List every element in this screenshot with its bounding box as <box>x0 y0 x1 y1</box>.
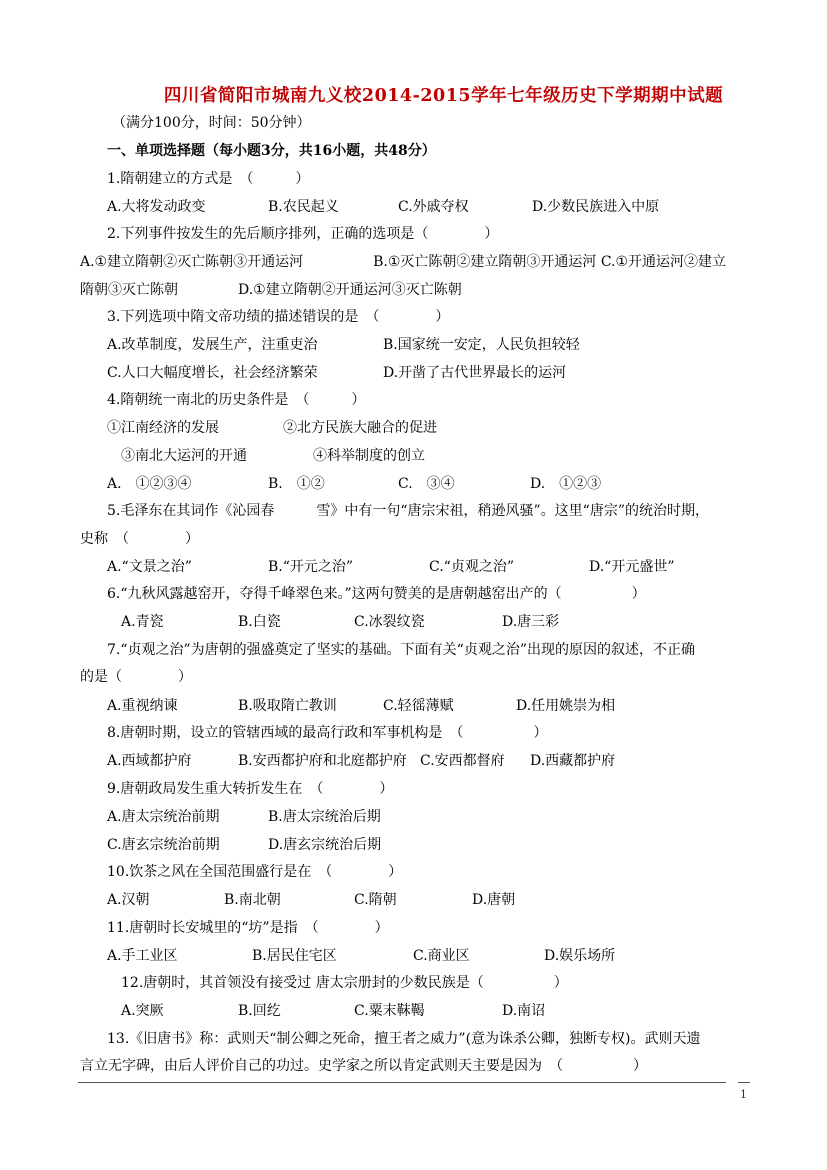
question-4-option-d: D. ①②③ <box>530 476 602 492</box>
question-11-option-c: C.商业区 <box>413 948 470 964</box>
question-8-option-a: A.西域都护府 <box>107 753 192 769</box>
question-7-stem-line1: 7.“贞观之治”为唐朝的强盛奠定了坚实的基础。下面有关“贞观之治”出现的原因的叙述，不正确 <box>107 642 695 658</box>
question-10-stem: 10.饮茶之风在全国范围盛行是在 （ ） <box>107 864 403 880</box>
section-heading: 一、单项选择题（每小题3分，共16小题，共48分） <box>107 143 436 159</box>
question-5-option-d: D.“开元盛世” <box>589 559 675 575</box>
question-7-option-a: A.重视纳谏 <box>107 698 178 714</box>
question-4-option-c: C. ③④ <box>398 476 455 492</box>
question-4-stem: 4.隋朝统一南北的历史条件是 （ ） <box>107 392 366 408</box>
question-11-option-a: A.手工业区 <box>107 948 178 964</box>
question-4-item-1: ①江南经济的发展 <box>107 420 219 436</box>
question-2-stem: 2.下列事件按发生的先后顺序排列，正确的选项是（ ） <box>107 226 499 242</box>
question-2-option-d: D.①建立隋朝②开通运河③灭亡陈朝 <box>238 282 462 298</box>
question-1-option-d: D.少数民族进入中原 <box>532 199 660 215</box>
question-5-option-b: B.“开元之治” <box>268 559 354 575</box>
question-10-option-b: B.南北朝 <box>224 892 281 908</box>
question-12-option-b: B.回纥 <box>238 1003 281 1019</box>
question-2-options-line1: A.①建立隋朝②灭亡陈朝③开通运河 B.①灭亡陈朝②建立隋朝③开通运河 C.①开通运河②建立 <box>80 254 727 270</box>
question-7-stem-line2: 的是（ ） <box>80 669 192 685</box>
question-1-stem: 1.隋朝建立的方式是 （ ） <box>107 171 310 187</box>
question-1-option-b: B.农民起义 <box>268 199 339 215</box>
question-6-stem: 6.“九秋风露越窑开，夺得千峰翠色来。”这两句赞美的是唐朝越窑出产的（ ） <box>107 586 646 602</box>
question-5-stem-line1: 5.毛泽东在其词作《沁园春 雪》中有一句“唐宗宋祖，稍逊风骚”。这里“唐宗”的统治时期， <box>107 503 709 519</box>
question-11-stem: 11.唐朝时长安城里的“坊”是指 （ ） <box>107 920 389 936</box>
question-7-option-b: B.吸取隋亡教训 <box>238 698 337 714</box>
question-6-option-b: B.白瓷 <box>238 614 281 630</box>
question-11-option-b: B.居民住宅区 <box>252 948 337 964</box>
question-12-option-d: D.南诏 <box>502 1003 546 1019</box>
question-3-option-b: B.国家统一安定，人民负担较轻 <box>383 337 580 353</box>
question-9-option-b: B.唐太宗统治后期 <box>268 809 381 825</box>
question-6-option-a: A.青瓷 <box>121 614 164 630</box>
question-5-option-c: C.“贞观之治” <box>429 559 514 575</box>
question-2-options-line2: 隋朝③灭亡陈朝 <box>80 282 178 298</box>
page-number-rule <box>738 1082 750 1083</box>
question-8-option-b: B.安西都护府和北庭都护府 <box>238 753 407 769</box>
question-9-option-d: D.唐玄宗统治后期 <box>268 837 382 853</box>
question-10-option-a: A.汉朝 <box>107 892 150 908</box>
question-9-option-c: C.唐玄宗统治前期 <box>107 837 220 853</box>
question-3-option-d: D.开凿了古代世界最长的运河 <box>383 365 567 381</box>
question-6-option-d: D.唐三彩 <box>502 614 560 630</box>
page-number: 1 <box>740 1088 747 1101</box>
question-12-stem: 12.唐朝时，其首领没有接受过 唐太宗册封的少数民族是（ ） <box>121 975 568 991</box>
question-13-stem-line1: 13.《旧唐书》称：武则天“制公卿之死命，擅王者之威力”(意为诛杀公卿，独断专权)。武则天遗 <box>107 1031 701 1047</box>
question-1-option-c: C.外戚夺权 <box>398 199 469 215</box>
question-12-option-c: C.粟末靺鞨 <box>354 1003 425 1019</box>
question-9-option-a: A.唐太宗统治前期 <box>107 809 220 825</box>
question-3-stem: 3.下列选项中隋文帝功绩的描述错误的是 （ ） <box>107 309 450 325</box>
question-4-option-a: A. ①②③④ <box>107 476 192 492</box>
question-9-stem: 9.唐朝政局发生重大转折发生在 （ ） <box>107 781 394 797</box>
question-4-item-4: ④科举制度的创立 <box>313 448 425 464</box>
question-8-stem: 8.唐朝时期，设立的管辖西域的最高行政和军事机构是 （ ） <box>107 725 548 741</box>
question-5-stem-line2: 史称 （ ） <box>80 531 199 547</box>
question-4-item-2: ②北方民族大融合的促进 <box>283 420 437 436</box>
question-1-option-a: A.大将发动政变 <box>107 199 206 215</box>
question-5-option-a: A.“文景之治” <box>107 559 192 575</box>
question-4-option-b: B. ①② <box>268 476 325 492</box>
question-10-option-c: C.隋朝 <box>354 892 397 908</box>
question-13-stem-line2: 言立无字碑，由后人评价自己的功过。史学家之所以肯定武则天主要是因为 （ ） <box>80 1058 647 1074</box>
question-7-option-d: D.任用姚崇为相 <box>516 698 616 714</box>
question-8-option-d: D.西藏都护府 <box>530 753 616 769</box>
question-10-option-d: D.唐朝 <box>472 892 516 908</box>
question-11-option-d: D.娱乐场所 <box>544 948 616 964</box>
question-8-option-c: C.安西都督府 <box>420 753 505 769</box>
question-3-option-c: C.人口大幅度增长，社会经济繁荣 <box>107 365 318 381</box>
question-12-option-a: A.突厥 <box>121 1003 164 1019</box>
question-4-item-3: ③南北大运河的开通 <box>121 448 247 464</box>
question-7-option-c: C.轻徭薄赋 <box>383 698 454 714</box>
exam-info: （满分100分，时间：50分钟） <box>112 115 311 131</box>
question-6-option-c: C.冰裂纹瓷 <box>354 614 425 630</box>
question-3-option-a: A.改革制度，发展生产，注重吏治 <box>107 337 318 353</box>
exam-title: 四川省简阳市城南九义校2014-2015学年七年级历史下学期期中试题 <box>163 86 724 106</box>
footer-rule <box>78 1082 726 1083</box>
